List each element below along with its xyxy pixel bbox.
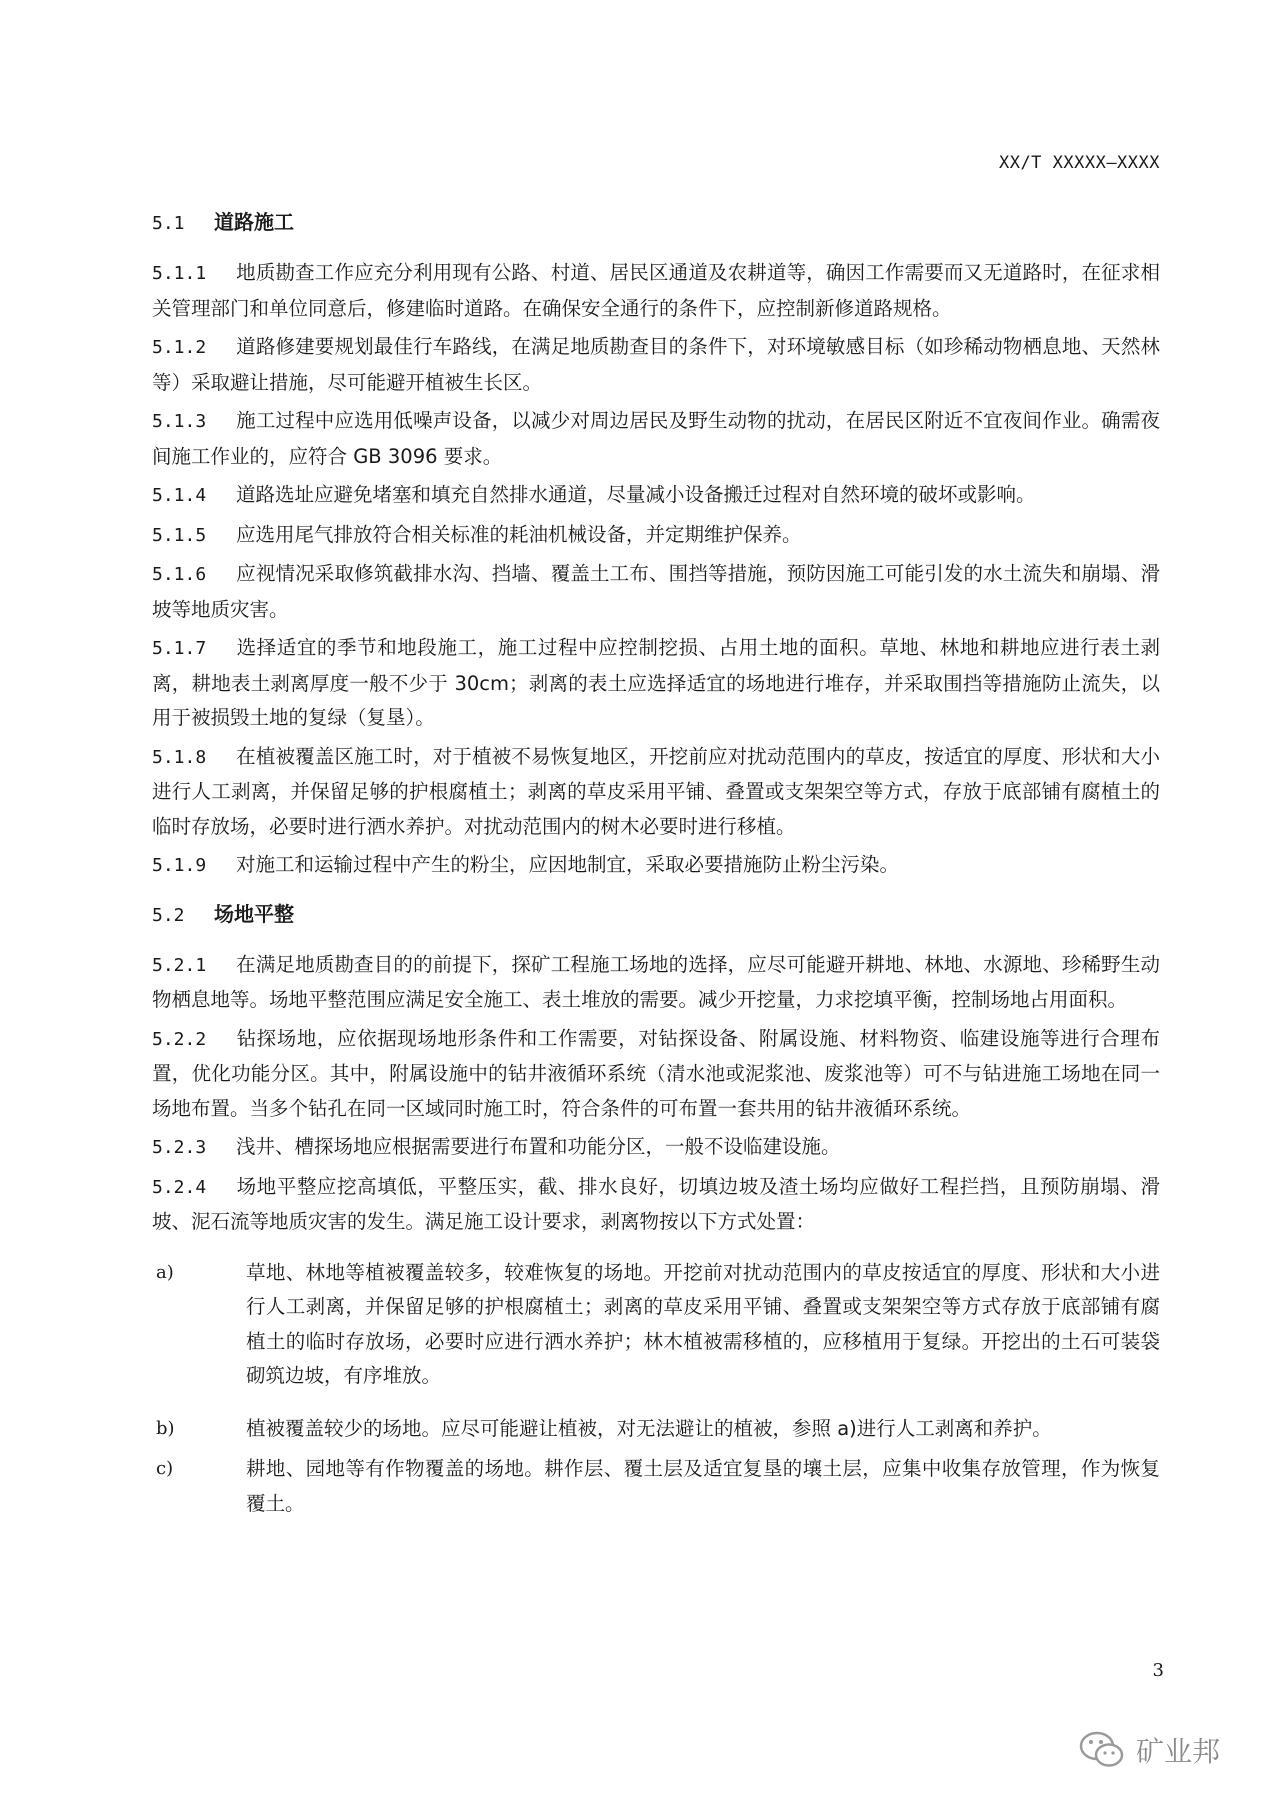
list-item [156,1452,1160,1521]
clause-paragraph [152,557,1160,627]
clause-paragraph [152,631,1160,736]
clause-paragraph [152,478,1160,514]
clause-number: 5.1.4 [152,485,207,506]
page-number: 3 [1152,1660,1164,1681]
clause-text: 应选用尾气排放符合相关标准的耗油机械设备，并定期维护保养。 [236,522,802,546]
list-item-text: 草地、林地等植被覆盖较多，较难恢复的场地。开挖前对扰动范围内的草皮按适宜的厚度、形状和大小进行人工剥离，并保留足够的护根腐植土；剥离的草皮采用平铺、叠置或支架架空等方式存放于底部铺有腐植土的临时存放场，必要时应进行洒水养护；林木植被需移植的，应移植用于复绿。开挖出的土石可装袋砌筑边坡，有序堆放。 [246,1260,1160,1387]
clause-text: 地质勘查工作应充分利用现有公路、村道、居民区通道及农耕道等，确因工作需要而又无道路时，在征求相关管理部门和单位同意后，修建临时道路。在确保安全通行的条件下，应控制新修道路规格。 [152,261,1160,320]
clause-number: 5.2.4 [152,1176,207,1198]
section-title: 道路施工 [214,210,294,234]
clause-text: 道路修建要规划最佳行车路线，在满足地质勘查目的条件下，对环境敏感目标（如珍稀动物栖息地、天然林等）采取避让措施，尽可能避开植被生长区。 [152,335,1160,394]
clause-number: 5.1.1 [152,263,207,284]
clause-paragraph [152,256,1160,326]
clause-number: 5.1.7 [152,638,207,659]
clause-text: 场地平整应挖高填低，平整压实，截、排水良好，切填边坡及渣土场均应做好工程拦挡，且预防崩塌、滑坡、泥石流等地质灾害的发生。满足施工设计要求，剥离物按以下方式处置： [152,1174,1160,1233]
clause-text: 对施工和运输过程中产生的粉尘，应因地制宜，采取必要措施防止粉尘污染。 [236,853,900,876]
list-item-text: 耕地、园地等有作物覆盖的场地。耕作层、覆土层及适宜复垦的壤土层，应集中收集存放管理，作为恢复覆土。 [246,1457,1160,1515]
clause-text: 在植被覆盖区施工时，对于植被不易恢复地区，开挖前应对扰动范围内的草皮，按适宜的厚度、形状和大小进行人工剥离，并保留足够的护根腐植土；剥离的草皮采用平铺、叠置或支架架空等方式，存放于底部铺有腐植土的临时存放场，必要时进行洒水养护。对扰动范围内的树木必要时进行移植。 [152,744,1160,838]
list-marker: a) [156,1261,174,1283]
clause-paragraph [152,518,1160,554]
watermark-text: 矿业邦 [1135,1735,1220,1768]
clause-paragraph [152,330,1160,400]
document-body [152,200,1160,1527]
clause-text: 钻探场地，应依据现场地形条件和工作需要，对钻探设备、附属设施、材料物资、临建设施等进行合理布置，优化功能分区。其中，附属设施中的钻井液循环系统（清水池或泥浆池、废浆池等）可不与钻进施工场地在同一场地布置。当多个钻孔在同一区域同时施工时，符合条件的可布置一套共用的钻井液循环系统。 [152,1026,1160,1120]
section-number: 5.2 [152,904,185,926]
clause-number: 5.1.5 [152,524,207,546]
section-title: 场地平整 [214,901,294,926]
clause-paragraph [152,848,1160,884]
clause-text: 应视情况采取修筑截排水沟、挡墙、覆盖土工布、围挡等措施，预防因施工可能引发的水土流失和崩塌、滑坡等地质灾害。 [152,562,1160,621]
clause-number: 5.1.9 [152,855,207,876]
list-item [156,1256,1160,1394]
clause-number: 5.1.8 [152,746,207,768]
clause-number: 5.1.2 [152,337,207,358]
clause-paragraph [152,1170,1160,1240]
clause-text: 施工过程中应选用低噪声设备，以减少对周边居民及野生动物的扰动，在居民区附近不宜夜间作业。确需夜间施工作业的，应符合 GB 3096 要求。 [152,409,1160,468]
clause-text: 浅井、槽探场地应根据需要进行布置和功能分区，一般不设临建设施。 [236,1135,841,1158]
list-item-text: 植被覆盖较少的场地。应尽可能避让植被，对无法避让的植被，参照 a)进行人工剥离和养护。 [246,1416,1052,1440]
list-item [156,1412,1160,1447]
clause-number: 5.2.2 [152,1028,207,1050]
section-heading [152,204,1160,242]
clause-number: 5.2.3 [152,1137,207,1158]
clause-number: 5.1.3 [152,411,207,432]
clause-paragraph [152,1130,1160,1166]
clause-number: 5.1.6 [152,564,207,585]
clause-paragraph [152,740,1160,845]
clause-number: 5.2.1 [152,954,207,976]
section-number: 5.1 [152,213,185,234]
clause-paragraph [152,404,1160,474]
list-marker: b) [156,1417,175,1439]
clause-text: 道路选址应避免堵塞和填充自然排水通道，尽量减小设备搬迁过程对自然环境的破坏或影响。 [236,483,1036,506]
list-marker: c) [156,1458,174,1479]
clause-text: 在满足地质勘查目的的前提下，探矿工程施工场地的选择，应尽可能避开耕地、林地、水源地、珍稀野生动物栖息地等。场地平整范围应满足安全施工、表土堆放的需要。减少开挖量，力求挖填平衡，控制场地占用面积。 [152,952,1160,1011]
wechat-icon [1078,1730,1126,1770]
document-code: XX/T XXXXX—XXXX [998,153,1160,173]
clause-paragraph [152,948,1160,1018]
clause-text: 选择适宜的季节和地段施工，施工过程中应控制挖损、占用土地的面积。草地、林地和耕地应进行表土剥离，耕地表土剥离厚度一般不少于 30cm；剥离的表土应选择适宜的场地进行堆存，并采取围挡等措施防止流失，以用于被损毁土地的复绿（复垦）。 [152,636,1160,729]
section-heading [152,896,1160,934]
watermark [1078,1730,1220,1770]
clause-paragraph [152,1022,1160,1127]
